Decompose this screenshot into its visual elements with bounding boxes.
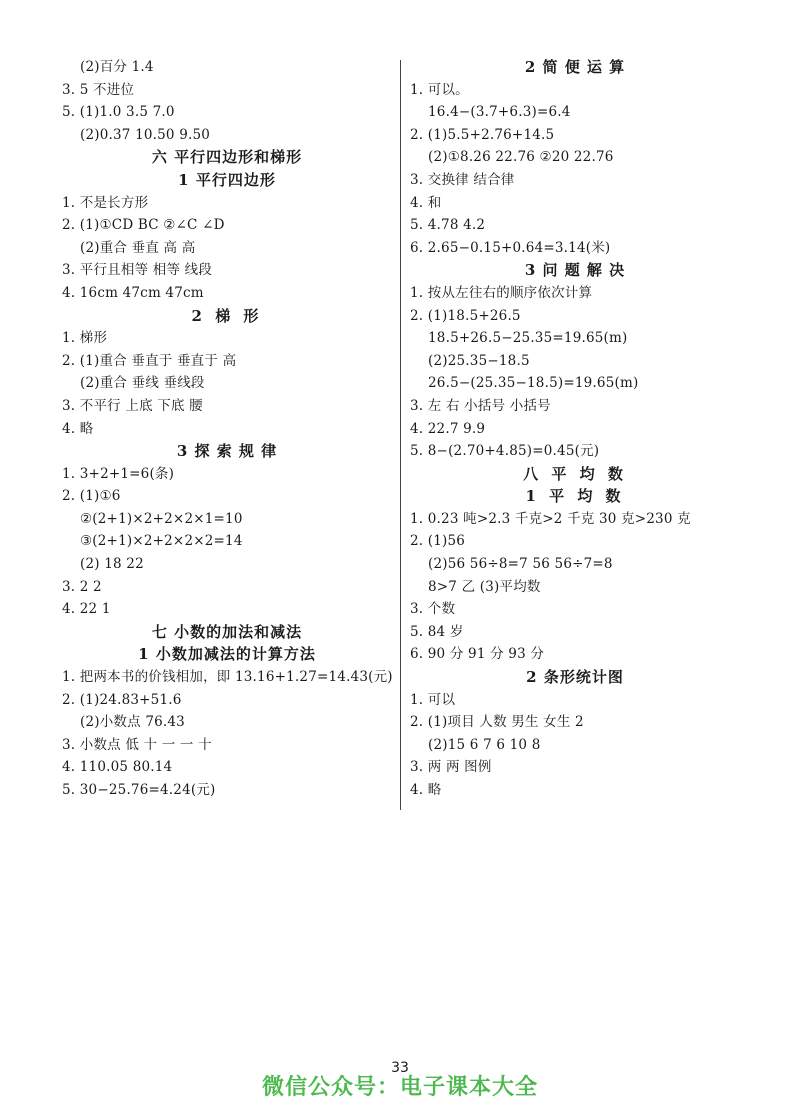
answer-line: 3. 5 不进位 [62, 81, 135, 98]
answer-line: 1. 可以 [410, 691, 456, 708]
section-heading: 2 条形统计图 [526, 668, 624, 687]
section-heading: 1 平行四边形 [178, 170, 276, 189]
answer-line: 5. 84 岁 [410, 623, 464, 640]
section-heading: 七 小数的加法和减法 [151, 622, 303, 641]
answer-line: ③(2+1)×2+2×2×2=14 [80, 533, 243, 550]
answer-line: 3. 小数点 低 十 一 一 十 [62, 736, 212, 753]
answer-line: 1. 不是长方形 [62, 194, 149, 211]
answer-line: 4. 22.7 9.9 [410, 420, 486, 437]
answer-line: 3. 左 右 小括号 小括号 [410, 397, 551, 414]
right-column [410, 56, 740, 802]
answer-line: (2)百分 1.4 [80, 59, 154, 75]
answer-line: (2)15 6 7 6 10 8 [428, 736, 541, 753]
answer-line: 2. (1)①6 [62, 488, 121, 505]
page-number: 33 [391, 1060, 409, 1076]
answer-line: 1. 梯形 [62, 330, 108, 347]
answer-line: 8>7 乙 (3)平均数 [428, 578, 541, 595]
watermark: 微信公众号：电子课本大全 [261, 1075, 538, 1100]
answer-line: 2. (1)56 [410, 533, 466, 550]
answer-line: 5. (1)1.0 3.5 7.0 [62, 104, 175, 121]
answer-line: ②(2+1)×2+2×2×1=10 [80, 510, 243, 527]
answer-line: 3. 2 2 [62, 578, 102, 595]
answer-line: 18.5+26.5−25.35=19.65(m) [428, 330, 628, 347]
answer-line: 4. 略 [410, 782, 442, 798]
answer-line: 5. 30−25.76=4.24(元) [62, 782, 216, 798]
answer-line: (2)①8.26 22.76 ②20 22.76 [428, 149, 614, 166]
section-heading: 3 问 题 解 决 [524, 261, 626, 280]
answer-line: (2)重合 垂直 高 高 [80, 239, 196, 256]
answer-line: (2)重合 垂线 垂线段 [80, 375, 205, 392]
answer-line: 2. (1)重合 垂直于 垂直于 高 [62, 352, 237, 369]
answer-line: 4. 22 1 [62, 601, 111, 618]
answer-line: (2)25.35−18.5 [428, 352, 530, 369]
answer-line: 3. 交换律 结合律 [410, 171, 515, 188]
answer-line: 1. 可以。 [410, 81, 469, 98]
column-divider [400, 60, 401, 810]
left-column [62, 56, 392, 802]
section-heading: 3 探 索 规 律 [176, 442, 278, 461]
answer-line: 4. 110.05 80.14 [62, 759, 173, 776]
section-heading: 1 小数加减法的计算方法 [138, 645, 316, 664]
answer-line: 2. (1)5.5+2.76+14.5 [410, 126, 555, 143]
answer-line: 2. (1)24.83+51.6 [62, 691, 182, 708]
answer-line: 2. (1)18.5+26.5 [410, 307, 521, 324]
section-heading: 六 平行四边形和梯形 [151, 148, 303, 167]
answer-line: 4. 略 [62, 420, 94, 437]
answer-line: (2)0.37 10.50 9.50 [80, 126, 211, 143]
answer-line: (2)56 56÷8=7 56 56÷7=8 [428, 556, 613, 573]
answer-line: (2)小数点 76.43 [80, 714, 185, 731]
answer-line: 1. 按从左往右的顺序依次计算 [410, 284, 593, 301]
answer-line: 6. 90 分 91 分 93 分 [410, 646, 545, 663]
answer-line: 3. 平行且相等 相等 线段 [62, 262, 213, 279]
answer-line: 4. 16cm 47cm 47cm [62, 284, 204, 301]
answer-line: 3. 不平行 上底 下底 腰 [62, 397, 203, 414]
answer-line: 5. 8−(2.70+4.85)=0.45(元) [410, 443, 600, 460]
answer-line: 16.4−(3.7+6.3)=6.4 [428, 104, 571, 121]
answer-line: 1. 0.23 吨>2.3 千克>2 千克 30 克>230 克 [410, 510, 691, 527]
answer-line: 3. 两 两 图例 [410, 759, 492, 776]
answer-line: 2. (1)项目 人数 男生 女生 2 [410, 714, 584, 731]
answer-line: 26.5−(25.35−18.5)=19.65(m) [428, 375, 639, 392]
section-heading: 2 梯 形 [191, 306, 263, 325]
answer-line: 3. 个数 [410, 601, 456, 618]
answer-line: 1. 把两本书的价钱相加，即 13.16+1.27=14.43(元) [62, 669, 393, 686]
answer-line: 4. 和 [410, 194, 442, 211]
section-heading: 八 平 均 数 [523, 464, 627, 483]
section-heading: 2 简 便 运 算 [524, 58, 626, 76]
answer-line: 1. 3+2+1=6(条) [62, 465, 175, 482]
answer-line: 6. 2.65−0.15+0.64=3.14(米) [410, 239, 611, 256]
answer-line: 2. (1)①CD BC ②∠C ∠D [62, 217, 225, 234]
answer-line: 5. 4.78 4.2 [410, 217, 486, 234]
answer-line: (2) 18 22 [80, 556, 144, 573]
section-heading: 1 平 均 数 [525, 487, 625, 506]
